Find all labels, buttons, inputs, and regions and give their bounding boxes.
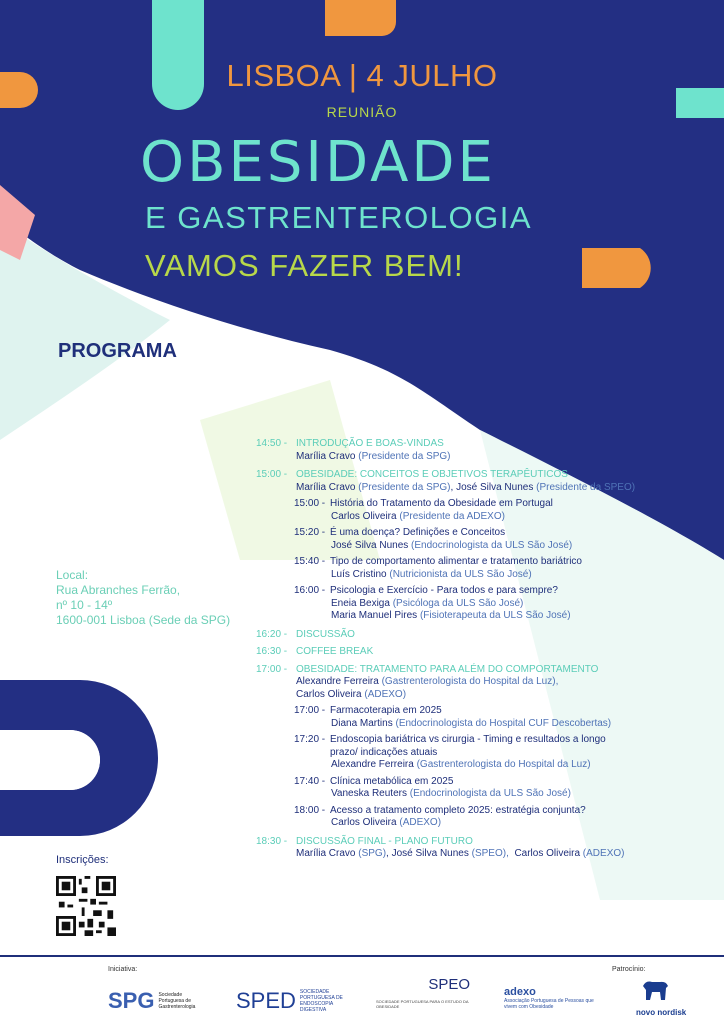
talk-speaker: Maria Manuel Pires (Fisioterapeuta da ULS São José) bbox=[331, 610, 571, 621]
talk-speaker: Alexandre Ferreira (Gastrenterologista do Hospital da Luz) bbox=[331, 759, 591, 770]
title-line1: OBESIDADE bbox=[140, 130, 496, 195]
spg-logo: SPG Sociedade Portuguesa de Gastrenterologia bbox=[108, 988, 196, 1013]
section-speakers: Carlos Oliveira (ADEXO) bbox=[296, 688, 407, 700]
footer-divider bbox=[0, 955, 724, 957]
title-line2: E GASTRENTEROLOGIA bbox=[145, 200, 533, 235]
adexo-logo: adexo Associação Portuguesa de Pessoas que vivem com Obesidade bbox=[504, 986, 594, 1010]
meeting-type: REUNIÃO bbox=[326, 104, 398, 120]
section-speakers: Marília Cravo (Presidente da SPG), José Silva Nunes (Presidente da SPEO) bbox=[296, 481, 636, 493]
sped-logo: SPED SOCIEDADE PORTUGUESA DE ENDOSCOPIA DIGESTIVA bbox=[236, 988, 343, 1013]
program-section: 15:00 - OBESIDADE: CONCEITOS E OBJETIVOS TERAPÊUTICOS bbox=[256, 469, 568, 480]
location-line: nº 10 - 14º bbox=[56, 598, 113, 612]
speo-logo: SPEO SOCIEDADE PORTUGUESA PARA O ESTUDO DA OBESIDADE bbox=[376, 976, 470, 1009]
talk-speaker: José Silva Nunes (Endocrinologista da ULS São José) bbox=[331, 539, 573, 551]
talk: 15:00 - História do Tratamento da Obesidade em Portugal bbox=[294, 498, 553, 509]
program-section: 16:30 - COFFEE BREAK bbox=[256, 646, 374, 657]
talk: 17:40 - Clínica metabólica em 2025 bbox=[294, 775, 454, 787]
program-section: 14:50 - INTRODUÇÃO E BOAS-VINDAS bbox=[256, 438, 444, 449]
talk-speaker: Diana Martins (Endocrinologista do Hospital CUF Descobertas) bbox=[331, 717, 612, 729]
novo-nordisk-logo: novo nordisk bbox=[636, 1008, 687, 1017]
section-speakers: Marília Cravo (Presidente da SPG) bbox=[296, 450, 451, 462]
inscricoes-label: Inscrições: bbox=[56, 854, 109, 866]
program-section: 18:30 - DISCUSSÃO FINAL - PLANO FUTURO bbox=[256, 835, 473, 847]
location-block bbox=[56, 568, 230, 628]
talk-speaker: Eneia Bexiga (Psicóloga da ULS São José) bbox=[331, 597, 524, 609]
location-label: Local: bbox=[56, 568, 89, 582]
program-list bbox=[256, 434, 716, 861]
patrocinio-label: Patrocínio: bbox=[612, 966, 646, 973]
qr-code[interactable] bbox=[56, 876, 116, 936]
talk: 17:20 - Endoscopia bariátrica vs cirurgia - Timing e resultados a longo prazo/ indicações atuais bbox=[294, 734, 606, 758]
apis-bull-icon bbox=[640, 978, 670, 1002]
talk: 18:00 - Acesso a tratamento completo 2025: estratégia conjunta? bbox=[294, 804, 586, 816]
section-speakers: Alexandre Ferreira (Gastrenterologista do Hospital da Luz), bbox=[296, 676, 559, 687]
program-section: 17:00 - OBESIDADE: TRATAMENTO PARA ALÉM DO COMPORTAMENTO bbox=[256, 663, 599, 675]
talk: 15:20 - É uma doença? Definições e Conceitos bbox=[294, 527, 506, 538]
title-line3: VAMOS FAZER BEM! bbox=[145, 248, 464, 283]
talk: 15:40 - Tipo de comportamento alimentar e tratamento bariátrico bbox=[294, 556, 582, 567]
talk: 16:00 - Psicologia e Exercício - Para todos e para sempre? bbox=[294, 585, 558, 596]
city-date: LISBOA | 4 JULHO bbox=[226, 58, 498, 93]
talk-speaker: Vaneska Reuters (Endocrinologista da ULS São José) bbox=[331, 788, 571, 799]
talk: 17:00 - Farmacoterapia em 2025 bbox=[294, 705, 442, 716]
iniciativa-label: Iniciativa: bbox=[108, 966, 138, 973]
talk-speaker: Carlos Oliveira (ADEXO) bbox=[331, 817, 442, 828]
program-section: 16:20 - DISCUSSÃO bbox=[256, 628, 355, 640]
section-speakers: Marília Cravo (SPG), José Silva Nunes (SPEO), Carlos Oliveira (ADEXO) bbox=[296, 848, 625, 859]
talk-speaker: Carlos Oliveira (Presidente da ADEXO) bbox=[331, 510, 505, 522]
talk-speaker: Luís Cristino (Nutricionista da ULS São José) bbox=[331, 568, 532, 580]
location-line: 1600-001 Lisboa (Sede da SPG) bbox=[56, 613, 231, 627]
programa-heading: PROGRAMA bbox=[58, 340, 177, 362]
location-line: Rua Abranches Ferrão, bbox=[56, 583, 181, 597]
